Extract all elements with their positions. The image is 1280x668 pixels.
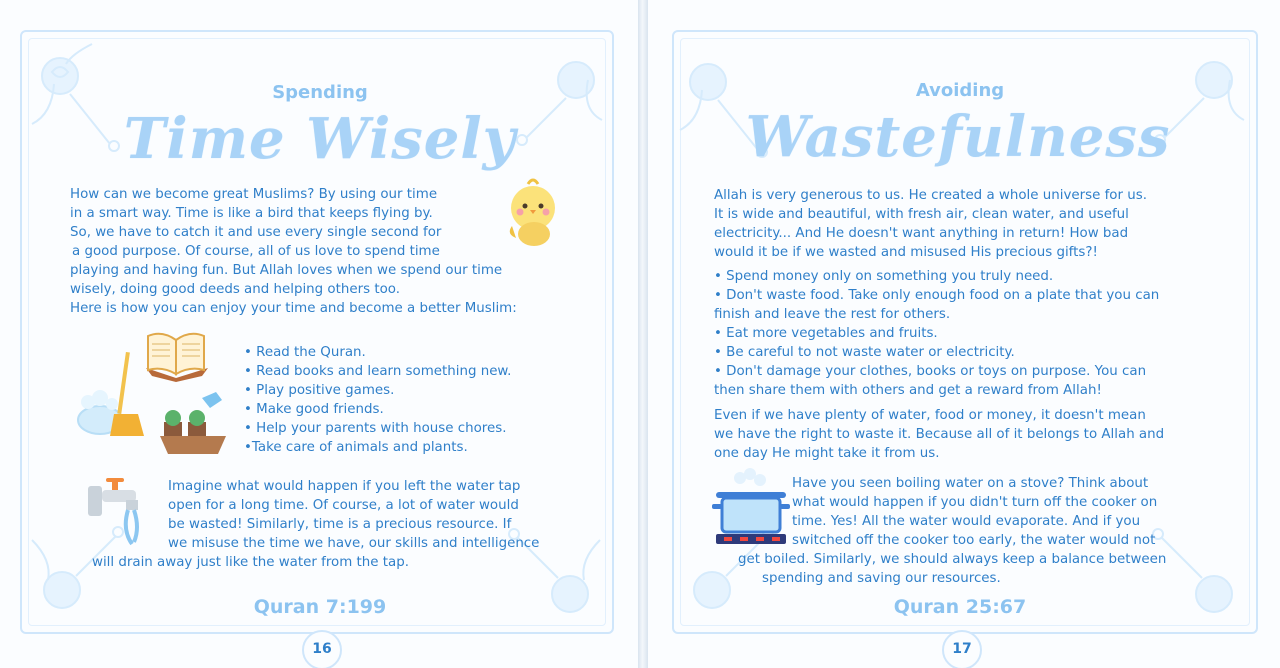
book-gutter [638, 0, 648, 668]
text-line: Imagine what would happen if you left the water tap [168, 479, 521, 494]
list-item: • Read the Quran. [244, 345, 366, 360]
page-subtitle: Avoiding [915, 80, 1005, 101]
text-line: Have you seen boiling water on a stove? Think about [792, 476, 1149, 491]
text-line: open for a long time. Of course, a lot of water would [168, 498, 519, 513]
list-item: • Don't waste food. Take only enough food on a plate that you can [714, 288, 1160, 303]
text-line: in a smart way. Time is like a bird that keeps flying by. [70, 206, 433, 221]
quran-reference: Quran 7:199 [253, 596, 387, 618]
text-line: one day He might take it from us. [714, 446, 940, 461]
text-line: time. Yes! All the water would evaporate. And if you [792, 514, 1141, 529]
intro-paragraph [714, 186, 1234, 262]
text-line: It is wide and beautiful, with fresh air, clean water, and useful [714, 207, 1129, 222]
text-line: what would happen if you didn't turn off the cooker on [792, 495, 1158, 510]
page-title: Wastefulness [745, 104, 1171, 170]
text-line: would it be if we wasted and misused His precious gifts?! [714, 245, 1098, 260]
list-item: • Play positive games. [244, 383, 395, 398]
pot-paragraph [738, 474, 1258, 588]
middle-paragraph [714, 406, 1234, 463]
text-line: a good purpose. Of course, all of us love to spend time [72, 244, 440, 259]
tips-list [714, 267, 1159, 400]
text-line: playing and having fun. But Allah loves when we spend our time [70, 263, 503, 278]
quran-reference: Quran 25:67 [893, 596, 1027, 618]
left-page [0, 0, 638, 668]
text-line: wisely, doing good deeds and helping others too. [70, 282, 400, 297]
list-item: • Spend money only on something you truly need. [714, 269, 1054, 284]
text-line: Here is how you can enjoy your time and become a better Muslim: [70, 301, 517, 316]
page-number: 16 [302, 630, 342, 668]
intro-paragraph [70, 185, 570, 318]
text-line: get boiled. Similarly, we should always keep a balance between [738, 552, 1167, 567]
tips-list [244, 343, 511, 457]
text-line: Allah is very generous to us. He created a whole universe for us. [714, 188, 1147, 203]
list-item: finish and leave the rest for others. [714, 307, 951, 322]
list-item: then share them with others and get a reward from Allah! [714, 383, 1102, 398]
text-line: spending and saving our resources. [762, 571, 1001, 586]
tap-paragraph [92, 477, 592, 572]
text-line: How can we become great Muslims? By using our time [70, 187, 438, 202]
list-item: • Eat more vegetables and fruits. [714, 326, 938, 341]
list-item: • Read books and learn something new. [244, 364, 512, 379]
plants-icon [158, 388, 230, 458]
page-number: 17 [942, 630, 982, 668]
text-line: electricity... And He doesn't want anything in return! How bad [714, 226, 1129, 241]
text-line: we have the right to waste it. Because all of it belongs to Allah and [714, 427, 1165, 442]
page-title: Time Wisely [123, 106, 517, 172]
text-line: be wasted! Similarly, time is a precious resource. If [168, 517, 512, 532]
text-line: Even if we have plenty of water, food or money, it doesn't mean [714, 408, 1146, 423]
right-page [648, 0, 1280, 668]
list-item: •Take care of animals and plants. [244, 440, 468, 455]
text-line: switched off the cooker too early, the water would not [792, 533, 1156, 548]
text-line: will drain away just like the water from the tap. [92, 555, 409, 570]
list-item: • Be careful to not waste water or electricity. [714, 345, 1015, 360]
page-subtitle: Spending [272, 82, 368, 103]
list-item: • Help your parents with house chores. [244, 421, 507, 436]
text-line: we misuse the time we have, our skills and intelligence [168, 536, 540, 551]
cleaning-icon [74, 350, 164, 440]
text-line: So, we have to catch it and use every single second for [70, 225, 442, 240]
list-item: • Don't damage your clothes, books or toys on purpose. You can [714, 364, 1147, 379]
list-item: • Make good friends. [244, 402, 384, 417]
